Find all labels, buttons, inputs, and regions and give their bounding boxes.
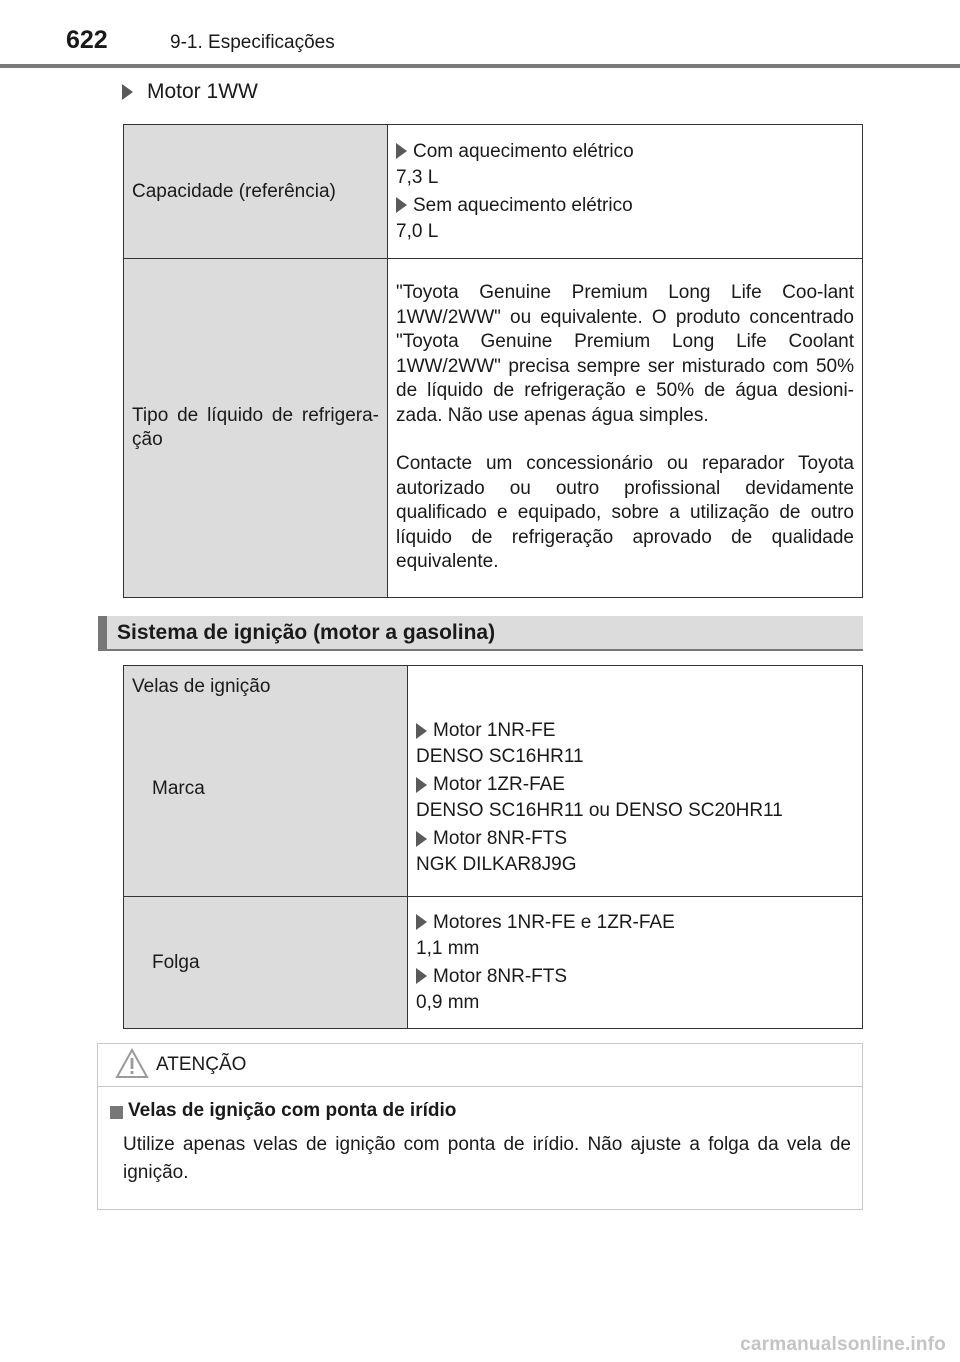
spark-plugs-label: Velas de ignição: [132, 676, 271, 697]
watermark: carmanualsonline.info: [740, 1334, 946, 1355]
brand-option: [416, 828, 854, 850]
gap-option: [416, 912, 854, 934]
coolant-table: [123, 124, 863, 598]
triangle-bullet-icon: [416, 968, 427, 984]
warning-header: [98, 1044, 862, 1087]
option-name: Motor 8NR-FTS: [433, 965, 568, 987]
coolant-type-row: [124, 259, 863, 598]
capacity-option: [396, 195, 854, 217]
gap-values: [408, 897, 863, 1029]
option-name: Motores 1NR-FE e 1ZR-FAE: [433, 911, 675, 933]
triangle-bullet-icon: [396, 143, 407, 159]
triangle-bullet-icon: [122, 84, 133, 100]
brand-values: [408, 666, 863, 897]
spark-plug-brand-row: [124, 666, 863, 897]
coolant-type-values: [388, 259, 863, 598]
header-divider: [0, 64, 960, 68]
gap-value: 0,9 mm: [416, 991, 480, 1013]
option-name: Motor 8NR-FTS: [433, 828, 568, 849]
option-name: Sem aquecimento elétrico: [413, 194, 633, 216]
brand-value: NGK DILKAR8J9G: [416, 854, 577, 875]
triangle-bullet-icon: [416, 831, 427, 847]
coolant-type-label: [124, 259, 388, 598]
page-number: 622: [66, 26, 108, 54]
section-title: 9-1. Especificações: [170, 32, 335, 53]
triangle-bullet-icon: [416, 914, 427, 930]
capacity-value: 7,0 L: [396, 220, 439, 242]
subsection-title: Motor 1WW: [147, 80, 258, 103]
square-bullet-icon: [110, 1106, 123, 1119]
gap-value: 1,1 mm: [416, 937, 480, 959]
triangle-bullet-icon: [396, 197, 407, 213]
capacity-value: 7,3 L: [396, 166, 439, 188]
ignition-table: [123, 665, 863, 1029]
capacity-row: [124, 125, 863, 259]
spark-plug-label-cell: [124, 666, 408, 897]
option-name: Motor 1NR-FE: [433, 720, 556, 741]
brand-option: [416, 774, 854, 796]
warning-heading: Velas de ignição com ponta de irídio: [128, 1100, 457, 1121]
brand-label: Marca: [152, 778, 205, 799]
triangle-bullet-icon: [416, 723, 427, 739]
option-name: Motor 1ZR-FAE: [433, 774, 565, 795]
coolant-type-paragraph: "Toyota Genuine Premium Long Life Coo-lant 1WW/2WW" ou equivalente. O produto concentrado "Toyota Genuine Premium Long Life Coolant 1WW/2WW" precisa sempre ser misturado com 50% de líquido de refrigeração e 50% de água desioni-zada. Não use apenas água simples.: [396, 282, 854, 426]
gap-label: Folga: [124, 897, 408, 1029]
coolant-type-label-text: Tipo de líquido de refrigera-ção: [132, 404, 379, 450]
brand-value: DENSO SC16HR11: [416, 746, 584, 767]
brand-option: [416, 720, 854, 742]
warning-box: [97, 1043, 863, 1210]
section-banner-title: Sistema de ignição (motor a gasolina): [117, 621, 496, 644]
capacity-label: Capacidade (referência): [124, 125, 388, 259]
gap-option: [416, 966, 854, 988]
subsection-heading: [122, 80, 258, 104]
warning-body: Utilize apenas velas de ignição com ponta de irídio. Não ajuste a folga da vela de ignição.: [123, 1134, 851, 1183]
coolant-type-paragraph: Contacte um concessionário ou reparador Toyota autorizado ou outro profissional devidamente qualificado e equipado, sobre a utilização de outro líquido de refrigeração aprovado de qualidade equivalente.: [396, 453, 854, 573]
warning-title: ATENÇÃO: [156, 1054, 247, 1075]
brand-value: DENSO SC16HR11 ou DENSO SC20HR11: [416, 800, 783, 821]
warning-triangle-icon: [115, 1048, 149, 1080]
capacity-values: [388, 125, 863, 259]
section-banner: [98, 616, 863, 651]
capacity-option: [396, 141, 854, 163]
triangle-bullet-icon: [416, 777, 427, 793]
gap-row: [124, 897, 863, 1029]
option-name: Com aquecimento elétrico: [413, 140, 634, 162]
